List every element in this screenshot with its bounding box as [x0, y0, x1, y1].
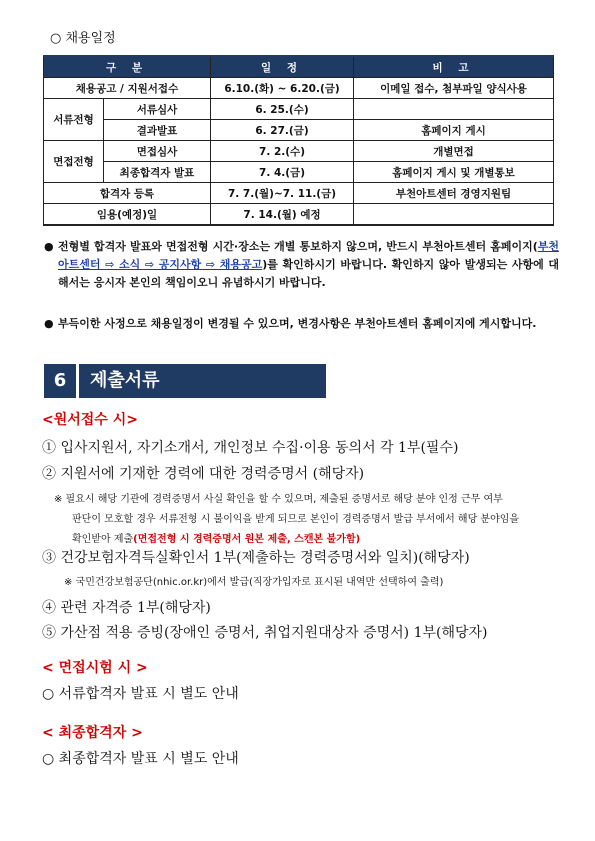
notice-text: 부득이한 사정으로 채용일정이 변경될 수 있으며, 변경사항은 부천아트센터 홈페이지에 게시합니다.	[58, 317, 537, 330]
bullet-icon: ●	[44, 240, 54, 253]
table-row	[44, 78, 554, 99]
row-date: 7. 7.(월)~7. 11.(금)	[211, 183, 354, 204]
insurance-note: ※ 국민건강보험공단(nhic.or.kr)에서 발급(직장가입자로 표시된 내역만 선택하여 출력)	[64, 577, 444, 588]
interview-item: ○ 서류합격자 발표 시 별도 안내	[42, 686, 239, 702]
header-schedule: 일 정	[211, 56, 354, 78]
row-label: 임용(예정)일	[44, 204, 211, 226]
list-item: ⑤ 가산점 적용 증빙(장애인 증명서, 취업지원대상자 증명서) 1부(해당자)	[42, 625, 488, 641]
table-header-row	[44, 56, 554, 78]
notice-schedule-change	[44, 315, 559, 333]
section-number: 6	[44, 364, 79, 398]
header-remarks: 비 고	[354, 56, 554, 78]
table-row	[44, 120, 554, 141]
row-note: 개별면접	[354, 141, 554, 162]
career-note-line: 판단이 모호할 경우 서류전형 시 불이익을 받게 되므로 본인이 경력증명서 발급 부서에서 해당 분야임을	[72, 514, 520, 525]
row-note	[354, 204, 554, 226]
row-date: 7. 4.(금)	[211, 162, 354, 183]
table-row	[44, 183, 554, 204]
original-required-note: (면접전형 시 경력증명서 원본 제출, 스캔본 불가함)	[133, 534, 361, 545]
row-label: 합격자 등록	[44, 183, 211, 204]
row-note	[354, 99, 554, 120]
career-note-line	[72, 530, 360, 545]
list-item: ④ 관련 자격증 1부(해당자)	[42, 600, 211, 616]
table-row	[44, 162, 554, 183]
application-heading: <원서접수 시>	[42, 412, 138, 428]
notice-text: )를 확인하시기 바랍니다. 확인하지 않아 발생되는 사항에 대해서는 응시자 본인의 책임이오니 유념하시기 바랍니다.	[58, 258, 559, 289]
row-note: 홈페이지 게시 및 개별통보	[354, 162, 554, 183]
career-note-line: ※ 필요시 해당 기관에 경력증명서 사실 확인을 할 수 있으며, 제출된 증명서로 해당 분야 인정 근무 여부	[54, 494, 503, 505]
final-item: ○ 최종합격자 발표 시 별도 안내	[42, 751, 239, 767]
notice-text: 전형별 합격자 발표와 면접전형 시간·장소는 개별 통보하지 않으며, 반드시 부천아트센터 홈페이지(	[58, 240, 538, 253]
row-date: 7. 14.(월) 예정	[211, 204, 354, 226]
schedule-title: ○ 채용일정	[50, 31, 116, 46]
table-row	[44, 204, 554, 226]
row-sub-label: 서류심사	[104, 99, 211, 120]
row-label: 채용공고 / 지원서접수	[44, 78, 211, 99]
row-note: 홈페이지 게시	[354, 120, 554, 141]
row-sub-label: 결과발표	[104, 120, 211, 141]
row-note: 이메일 접수, 첨부파일 양식사용	[354, 78, 554, 99]
header-category: 구 분	[44, 56, 211, 78]
row-sub-label: 최종합격자 발표	[104, 162, 211, 183]
section-title: 제출서류	[90, 370, 160, 391]
list-item: ② 지원서에 기재한 경력에 대한 경력증명서 (해당자)	[42, 466, 365, 482]
schedule-table	[43, 55, 554, 226]
row-sub-label: 면접심사	[104, 141, 211, 162]
section-header	[44, 364, 326, 398]
list-item: ③ 건강보험자격득실확인서 1부(제출하는 경력증명서와 일치)(해당자)	[42, 550, 470, 566]
row-date: 6.10.(화) ~ 6.20.(금)	[211, 78, 354, 99]
list-item: ① 입사지원서, 자기소개서, 개인정보 수집·이용 동의서 각 1부(필수)	[42, 440, 459, 456]
career-note-text: 확인받아 제출	[72, 534, 134, 545]
row-date: 7. 2.(수)	[211, 141, 354, 162]
homepage-path-link[interactable]: 부천아트센터 ⇨ 소식 ⇨ 공지사항 ⇨ 채용공고	[58, 240, 559, 271]
row-note: 부천아트센터 경영지원팀	[354, 183, 554, 204]
interview-heading: < 면접시험 시 >	[42, 660, 148, 676]
group-label-documents: 서류전형	[44, 99, 104, 141]
bullet-icon: ●	[44, 317, 54, 330]
final-heading: < 최종합격자 >	[42, 725, 143, 741]
row-date: 6. 27.(금)	[211, 120, 354, 141]
notice-announcement	[44, 238, 559, 292]
table-row	[44, 99, 554, 120]
table-row	[44, 141, 554, 162]
group-label-interview: 면접전형	[44, 141, 104, 183]
row-date: 6. 25.(수)	[211, 99, 354, 120]
